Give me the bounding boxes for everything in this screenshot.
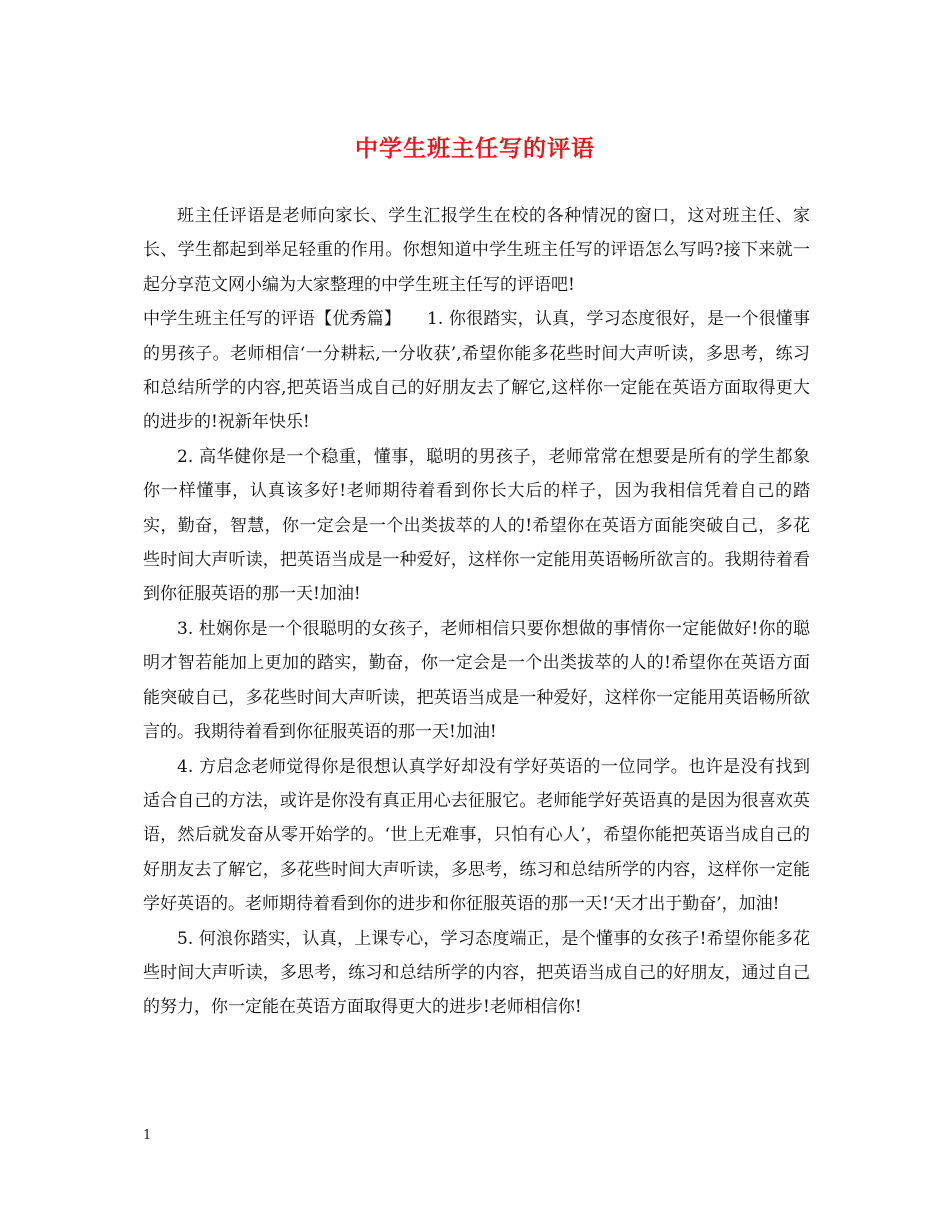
paragraph-comment-2: 2. 高华健你是一个稳重，懂事，聪明的男孩子，老师常常在想要是所有的学生都象你一样懂事，认真该多好!老师期待着看到你长大后的样子，因为我相信凭着自己的踏实，勤奋，智慧，你一定会是一个出类拔萃的人的!希望你在英语方面能突破自己，多花些时间大声听读，把英语当成是一种爱好，这样你一定能用英语畅所欲言的。我期待着看到你征服英语的那一天!加油! [143,446,810,605]
paragraph-comment-5: 5. 何浪你踏实，认真，上课专心，学习态度端正，是个懂事的女孩子!希望你能多花些时间大声听读，多思考，练习和总结所学的内容，把英语当成自己的好朋友，通过自己的努力，你一定能在英语方面取得更大的进步!老师相信你! [143,928,810,1018]
page-number: 1 [143,1128,152,1143]
paragraph-comment-3: 3. 杜娴你是一个很聪明的女孩子，老师相信只要你想做的事情你一定能做好!你的聪明才智若能加上更加的踏实，勤奋，你一定会是一个出类拔萃的人的!希望你在英语方面能突破自己，多花些时间大声听读，把英语当成是一种爱好，这样你一定能用英语畅所欲言的。我期待着看到你征服英语的那一天!加油! [143,618,810,743]
paragraph-comment-4: 4. 方启念老师觉得你是很想认真学好却没有学好英语的一位同学。也许是没有找到适合自己的方法，或许是你没有真正用心去征服它。老师能学好英语真的是因为很喜欢英语，然后就发奋从零开始学的。‘世上无难事，只怕有心人’，希望你能把英语当成自己的好朋友去了解它，多花些时间大声听读，多思考，练习和总结所学的内容，这样你一定能学好英语的。老师期待着看到你的进步和你征服英语的那一天!‘天才出于勤奋’，加油! [143,756,810,915]
paragraph-comment-1: 中学生班主任写的评语【优秀篇】 1. 你很踏实，认真，学习态度很好，是一个很懂事的男孩子。老师相信‘一分耕耘,一分收获’,希望你能多花些时间大声听读，多思考，练习和总结所学的内容,把英语当成自己的好朋友去了解它,这样你一定能在英语方面取得更大的进步的!祝新年快乐! [143,309,810,433]
paragraph-intro: 班主任评语是老师向家长、学生汇报学生在校的各种情况的窗口，这对班主任、家长、学生都起到举足轻重的作用。你想知道中学生班主任写的评语怎么写吗?接下来就一起分享范文网小编为大家整理的中学生班主任写的评语吧! [143,206,810,295]
document-title: 中学生班主任写的评语 [355,135,595,162]
document-body [143,199,810,1025]
